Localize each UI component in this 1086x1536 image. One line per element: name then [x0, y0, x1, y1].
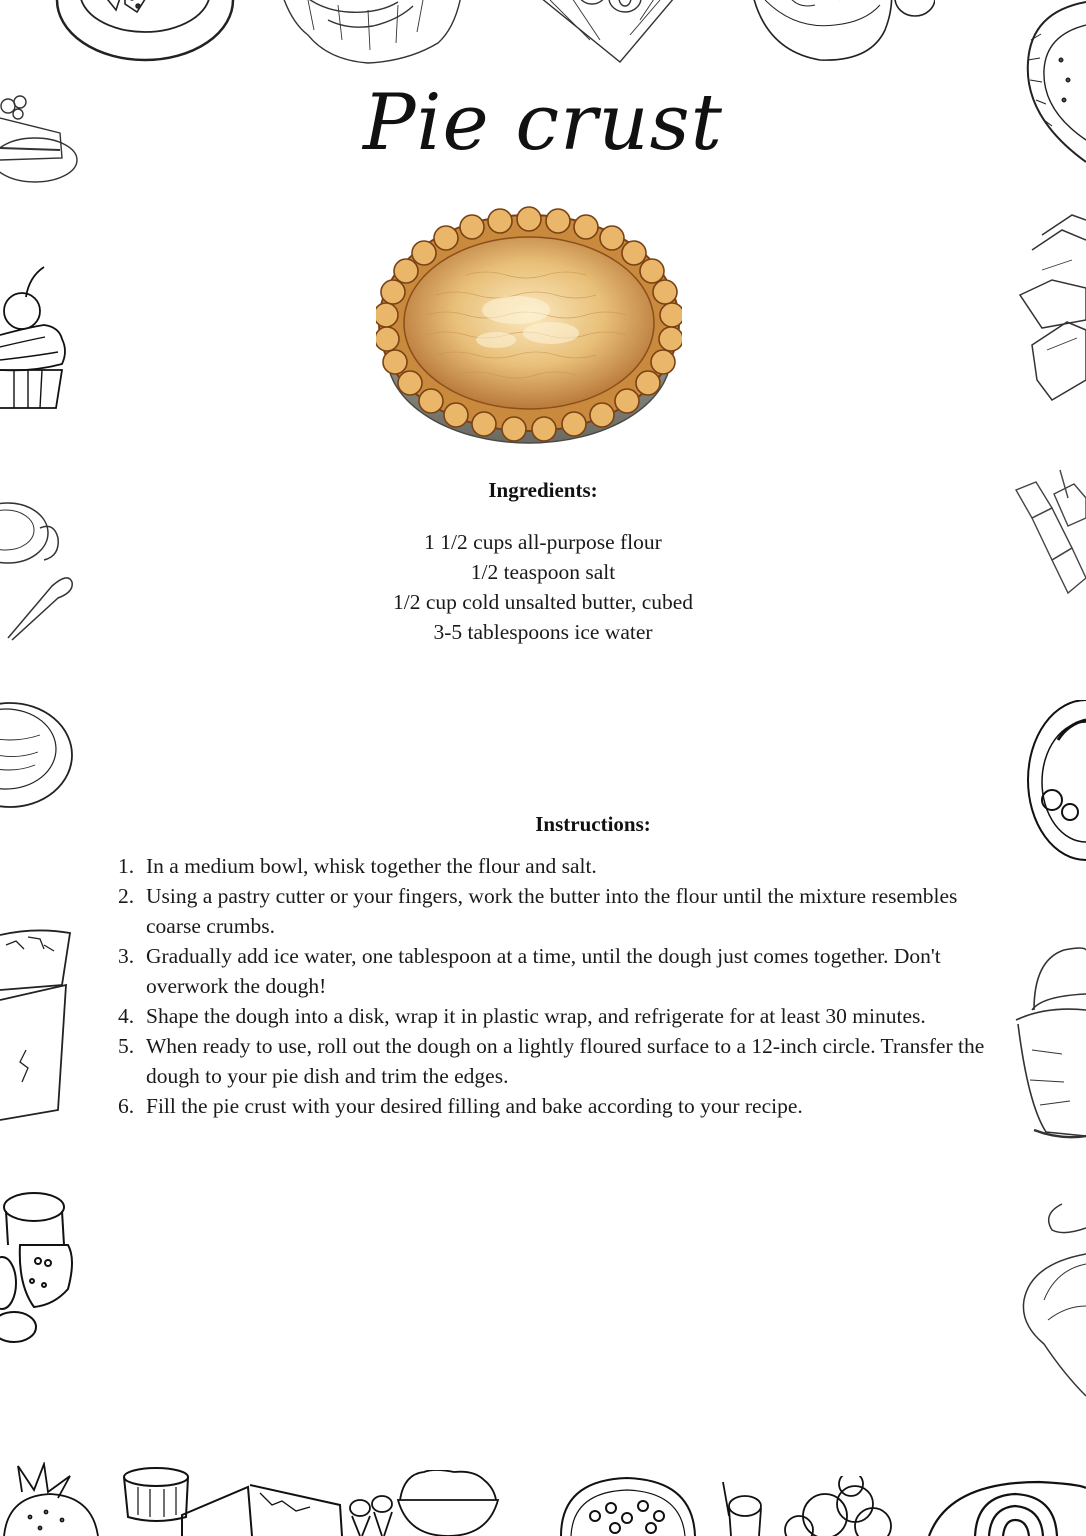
instruction-step: [118, 941, 988, 1001]
noodle-bowl-icon: [0, 695, 75, 840]
step-text: Shape the dough into a disk, wrap it in plastic wrap, and refrigerate for at least 30 minutes.: [146, 1004, 926, 1028]
napkin-with-donuts-icon: [520, 0, 690, 65]
bean-bowl-icon: [555, 1476, 705, 1536]
bread-loaf-icon: [1014, 1200, 1086, 1400]
ingredient-item: 1 1/2 cups all-purpose flour: [424, 530, 662, 554]
instructions-list: [118, 851, 988, 1121]
step-number: 2.: [118, 884, 135, 908]
step-number: 4.: [118, 1004, 135, 1028]
soup-plate-icon: [1014, 700, 1086, 870]
step-text: When ready to use, roll out the dough on a lightly floured surface to a 12-inch circle. Transfer the dough to your pie dish and trim the edges.: [146, 1034, 985, 1088]
ingredients-heading: Ingredients:: [488, 478, 598, 502]
recipe-title: Pie crust: [363, 78, 723, 168]
cupcake-with-cherry-icon: [0, 265, 70, 415]
step-number: 6.: [118, 1094, 135, 1118]
ingredient-item: 3-5 tablespoons ice water: [433, 620, 653, 644]
instruction-step: [118, 851, 988, 881]
instructions-heading: Instructions:: [535, 812, 651, 836]
strawberry-icon: [0, 1462, 100, 1536]
step-text: In a medium bowl, whisk together the flour and salt.: [146, 854, 597, 878]
instruction-step: [118, 1031, 988, 1091]
lettuce-wrap-icon: [268, 0, 478, 65]
jars-and-plates-icon: [0, 1185, 80, 1355]
overflowing-bowl-icon: [1012, 940, 1086, 1150]
step-number: 5.: [118, 1034, 135, 1058]
pie-crust-image: [376, 205, 682, 449]
ice-cream-and-bowl-icon: [348, 1470, 528, 1536]
step-number: 1.: [118, 854, 135, 878]
step-number: 3.: [118, 944, 135, 968]
instruction-step: [118, 1091, 988, 1121]
ingredient-item: 1/2 cup cold unsalted butter, cubed: [392, 590, 694, 614]
instruction-step: [118, 1001, 988, 1031]
salad-bowl-icon: [745, 0, 935, 65]
step-text: Using a pastry cutter or your fingers, work the butter into the flour until the mixture resembles coarse crumbs.: [146, 884, 958, 938]
wrapped-parcels-icon: [1012, 210, 1086, 410]
swiss-roll-icon: [925, 1480, 1086, 1536]
step-text: Gradually add ice water, one tablespoon at a time, until the dough just comes together. Don't overwork the dough!: [146, 944, 941, 998]
step-text: Fill the pie crust with your desired filling and bake according to your recipe.: [146, 1094, 803, 1118]
ingredient-item: 1/2 teaspoon salt: [470, 560, 616, 584]
wrap-in-paper-icon: [0, 915, 75, 1125]
plate-with-cookies-icon: [50, 0, 240, 65]
pastries-and-drink-icon: [715, 1476, 905, 1536]
ingredients-list: [0, 527, 1086, 647]
instruction-step: [118, 881, 988, 941]
pie-crust-illustration: [376, 205, 682, 449]
ramekin-and-cake-slices-icon: [120, 1465, 345, 1536]
